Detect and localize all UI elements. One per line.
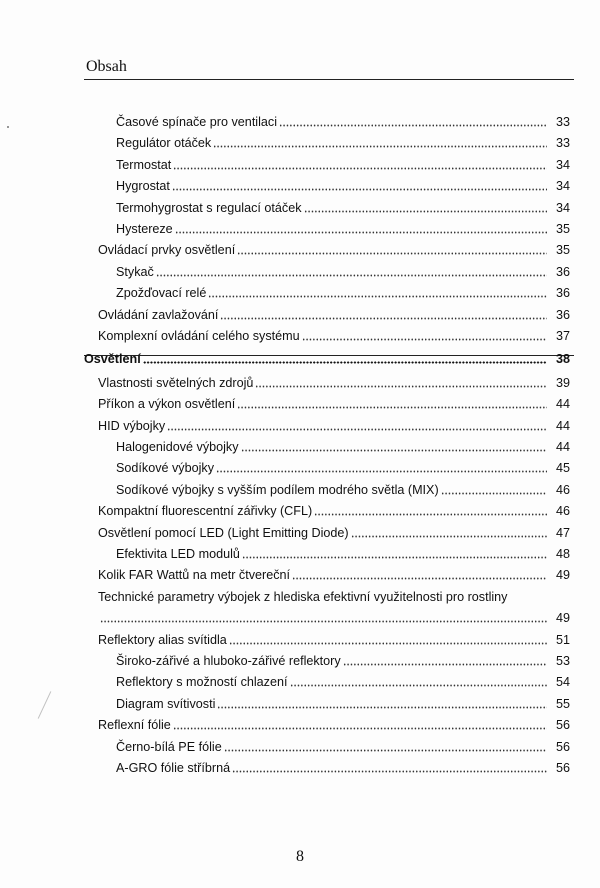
toc-entry-label: Kolik FAR Wattů na metr čtvereční xyxy=(98,568,290,583)
toc-page-number: 51 xyxy=(555,632,570,647)
toc-leader-dots xyxy=(172,177,547,191)
toc-page-number: 36 xyxy=(555,264,570,279)
toc-leader-dots xyxy=(351,524,547,538)
toc-entry-label: Komplexní ovládání celého systému xyxy=(98,329,300,343)
toc-page-number: 48 xyxy=(555,547,570,561)
toc-entry-label: Příkon a výkon osvětlení xyxy=(98,397,236,412)
toc-entry xyxy=(98,324,570,344)
toc-leader-dots xyxy=(100,609,547,623)
toc-entry xyxy=(116,260,570,280)
toc-entry xyxy=(116,110,570,130)
toc-entry-label: Technické parametry výbojek z hlediska efektivní využitelnosti pro rostliny xyxy=(98,589,508,604)
toc-leader-dots xyxy=(229,631,547,645)
toc-entry xyxy=(116,174,570,194)
toc-entry-label: Osvětlení xyxy=(84,352,141,367)
toc-page-number: 36 xyxy=(555,286,570,301)
toc-entry-label: Reflektory alias svítidla xyxy=(98,632,227,647)
toc-entry-label: A-GRO fólie stříbrná xyxy=(116,761,231,775)
toc-entry xyxy=(116,281,570,301)
toc-entry xyxy=(116,692,570,712)
toc-entry xyxy=(116,153,570,173)
toc-entry-label: Diagram svítivosti xyxy=(116,696,216,711)
toc-page-number: 44 xyxy=(555,418,570,433)
toc-entry xyxy=(98,585,570,605)
toc-entry xyxy=(98,713,570,733)
toc-page-number: 36 xyxy=(555,307,570,322)
toc-entry-label: Široko-zářivé a hluboko-zářivé reflektory xyxy=(116,654,341,668)
toc-entry-label: Osvětlení pomocí LED (Light Emitting Diode) xyxy=(98,525,349,540)
toc-leader-dots xyxy=(167,417,547,431)
toc-entry xyxy=(116,478,570,498)
toc-leader-dots xyxy=(292,566,547,580)
toc-page-number: 38 xyxy=(555,352,570,367)
toc-leader-dots xyxy=(304,199,548,213)
toc-entry-label: Halogenidové výbojky xyxy=(116,440,239,454)
toc-leader-dots xyxy=(314,502,547,516)
toc-entry-label: Zpožďovací relé xyxy=(116,286,207,301)
toc-entry-label: Reflektory s možností chlazení xyxy=(116,675,288,690)
toc-entry-label: Kompaktní fluorescentní zářivky (CFL) xyxy=(98,504,313,519)
toc-leader-dots xyxy=(216,459,547,473)
toc-leader-dots xyxy=(441,481,547,495)
toc-leader-dots xyxy=(143,350,547,364)
toc-page-number: 46 xyxy=(555,504,570,519)
toc-page-number: 44 xyxy=(555,440,570,454)
toc-page-number: 47 xyxy=(555,525,570,540)
toc-entry xyxy=(116,217,570,237)
toc-leader-dots xyxy=(173,716,547,730)
toc-page-number: 49 xyxy=(555,611,570,626)
toc-entry xyxy=(98,628,570,648)
toc-entry xyxy=(116,196,570,216)
toc-chapter-entry xyxy=(84,347,570,367)
toc-leader-dots xyxy=(290,673,548,687)
toc-page-number: 44 xyxy=(555,397,570,412)
toc-entry-label: Termostat xyxy=(116,157,172,172)
toc-entry-label: Černo-bílá PE fólie xyxy=(116,739,222,754)
toc-leader-dots xyxy=(173,156,547,170)
toc-leader-dots xyxy=(241,438,547,452)
toc-leader-dots xyxy=(255,374,547,388)
toc-page-number: 46 xyxy=(555,482,570,497)
toc-entry xyxy=(98,303,570,323)
toc-page-number: 54 xyxy=(555,675,570,690)
toc-leader-dots xyxy=(213,134,547,148)
scan-speck xyxy=(7,126,9,128)
toc-entry-label: Ovládací prvky osvětlení xyxy=(98,243,236,258)
toc-entry xyxy=(116,756,570,776)
toc-page-number: 34 xyxy=(555,157,570,172)
toc-leader-dots xyxy=(302,327,547,341)
toc-entry-label: Termohygrostat s regulací otáček xyxy=(116,200,302,215)
toc-entry-label: Sodíkové výbojky xyxy=(116,461,215,476)
toc-page-number: 35 xyxy=(555,243,570,258)
toc-page-number: 34 xyxy=(555,179,570,194)
toc-entry xyxy=(116,542,570,562)
toc-entry-label: HID výbojky xyxy=(98,418,166,433)
toc-page-number: 34 xyxy=(555,200,570,215)
toc-entry-label: Regulátor otáček xyxy=(116,136,212,151)
toc-page-number: 53 xyxy=(555,654,570,668)
toc-leader-dots xyxy=(156,263,547,277)
toc-entry-label: Sodíkové výbojky s vyšším podílem modrého světla (MIX) xyxy=(116,482,439,497)
toc-leader-dots xyxy=(217,695,547,709)
toc-leader-dots xyxy=(224,738,547,752)
toc-page-number: 45 xyxy=(555,461,570,476)
toc-entry-label: Stykač xyxy=(116,264,154,279)
toc-entry xyxy=(116,735,570,755)
toc-entry xyxy=(116,649,570,669)
toc-page-number: 55 xyxy=(555,696,570,711)
toc-entry xyxy=(98,414,570,434)
toc-leader-dots xyxy=(242,545,547,559)
toc-entry-label: Efektivita LED modulů xyxy=(116,547,240,561)
toc-leader-dots xyxy=(343,652,547,666)
toc-entry-label: Hygrostat xyxy=(116,179,170,194)
toc-leader-dots xyxy=(208,284,547,298)
scan-mark xyxy=(38,691,52,719)
toc-entry xyxy=(98,563,570,583)
page-number: 8 xyxy=(296,848,304,865)
toc-entry xyxy=(98,238,570,258)
toc-page-number: 37 xyxy=(555,329,570,343)
toc-entry xyxy=(116,456,570,476)
toc-entry-label: Hystereze xyxy=(116,222,173,236)
toc-leader-dots xyxy=(237,395,547,409)
toc-entry-label: Časové spínače pro ventilaci xyxy=(116,115,278,129)
toc-leader-dots xyxy=(232,759,547,773)
toc-leader-dots xyxy=(279,113,547,127)
toc-leader-dots xyxy=(175,220,547,234)
toc-page-number: 56 xyxy=(555,761,570,775)
toc-entry-label: Ovládání zavlažování xyxy=(98,307,219,322)
toc-entry xyxy=(98,521,570,541)
toc-page-number: 35 xyxy=(555,222,570,236)
toc-entry xyxy=(116,670,570,690)
toc-page-number: 33 xyxy=(555,115,570,129)
toc-entry xyxy=(116,131,570,151)
toc-entry-label: Reflexní fólie xyxy=(98,718,171,733)
toc-leader-dots xyxy=(220,306,547,320)
toc-page-number: 56 xyxy=(555,718,570,733)
toc-page-number: 39 xyxy=(555,375,570,390)
page-header-title: Obsah xyxy=(86,58,127,75)
toc-page-number: 56 xyxy=(555,739,570,754)
toc-entry xyxy=(98,371,570,391)
toc-leader-dots xyxy=(237,241,547,255)
toc-entry xyxy=(98,499,570,519)
toc-entry xyxy=(98,606,570,626)
toc-entry xyxy=(98,392,570,412)
toc-entry-label: Vlastnosti světelných zdrojů xyxy=(98,375,254,390)
toc-entry xyxy=(116,435,570,455)
header-divider xyxy=(84,79,574,80)
toc-page-number: 49 xyxy=(555,568,570,583)
toc-page-number: 33 xyxy=(555,136,570,151)
